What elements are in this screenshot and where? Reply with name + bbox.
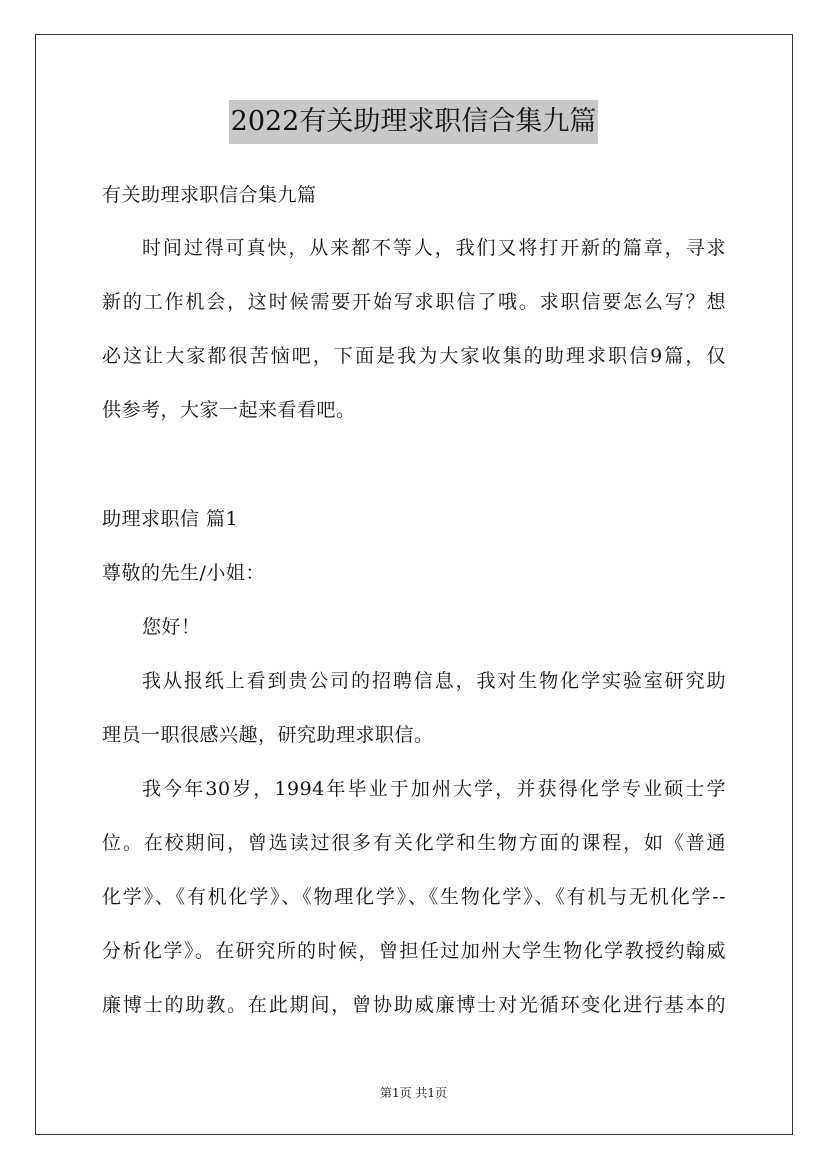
body-line: 时间过得可真快，从来都不等人，我们又将打开新的篇章，寻求 [142,237,726,259]
body-line: 我从报纸上看到贵公司的招聘信息，我对生物化学实验室研究助 [142,670,726,692]
body-line: 我今年30岁，1994年毕业于加州大学，并获得化学专业硕士学 [142,778,726,800]
body-line: 必这让大家都很苦恼吧，下面是我为大家收集的助理求职信9篇，仅 [102,345,726,367]
body-line: 位。在校期间，曾选读过很多有关化学和生物方面的课程，如《普通 [102,832,726,854]
document-title: 2022有关助理求职信合集九篇 [229,100,599,144]
body-line: 供参考，大家一起来看看吧。 [102,399,356,421]
greeting: 您好！ [142,616,201,638]
section-heading: 助理求职信 篇1 [102,508,239,530]
subtitle-line: 有关助理求职信合集九篇 [102,184,317,206]
body-line: 理员一职很感兴趣，研究助理求职信。 [102,724,434,746]
salutation: 尊敬的先生/小姐： [102,562,265,584]
body-line: 分析化学》。在研究所的时候，曾担任过加州大学生物化学教授约翰威 [102,940,726,962]
page-footer: 第1页 共1页 [379,1086,448,1100]
body-line: 化学》、《有机化学》、《物理化学》、《生物化学》、《有机与无机化学-- [102,886,726,908]
body-line: 新的工作机会，这时候需要开始写求职信了哦。求职信要怎么写？想 [102,291,726,313]
title-container [0,100,827,144]
body-line: 廉博士的助教。在此期间，曾协助威廉博士对光循环变化进行基本的 [102,994,726,1016]
